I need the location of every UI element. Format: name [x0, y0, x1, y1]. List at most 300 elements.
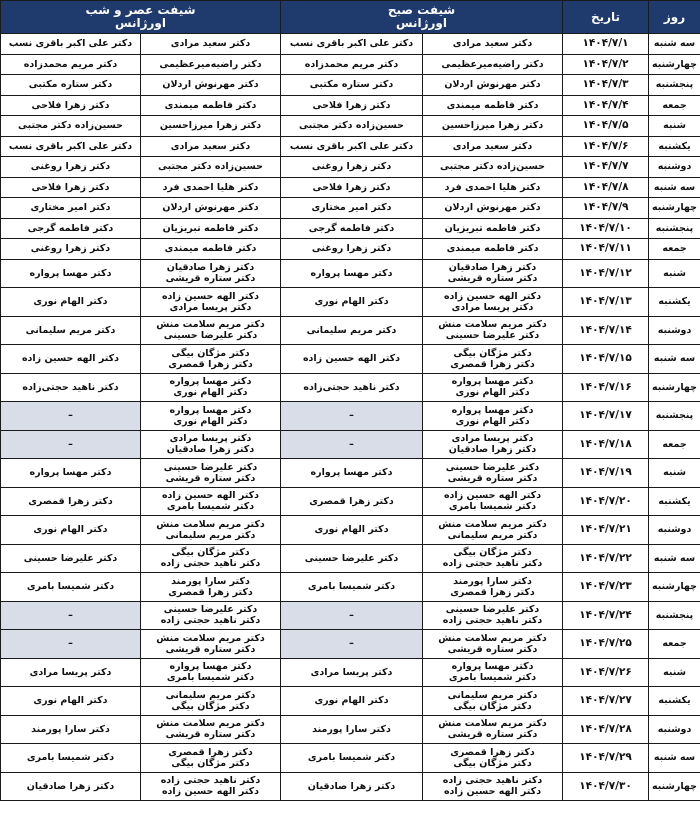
morning-doctor-b-cell — [281, 715, 423, 744]
evening-doctor-b-cell — [1, 430, 141, 459]
morning-doctor-b-cell — [281, 459, 423, 488]
day-cell: چهارشنبه — [649, 573, 700, 602]
evening-doctor-a-cell — [141, 54, 281, 75]
evening-doctor-a-cell — [141, 316, 281, 345]
doctor-name: دکتر شمیسا بامری — [307, 752, 396, 764]
doctor-name: – — [68, 438, 73, 450]
morning-doctor-b-cell — [281, 157, 423, 178]
doctor-name: دکتر سعید مرادی — [170, 140, 251, 152]
doctor-name: دکتر مهسا پرواره — [29, 467, 112, 479]
doctor-name: دکتر مریم سلامت منش — [156, 718, 265, 730]
evening-doctor-b-cell — [1, 487, 141, 516]
evening-doctor-b-cell — [1, 658, 141, 687]
doctor-name: دکتر فاطمه تبریزیان — [444, 222, 541, 234]
doctor-name: دکتر ناهید حجتی زاده — [160, 558, 261, 570]
doctor-name: دکتر علی اکبر باقری نسب — [8, 140, 133, 152]
evening-doctor-b-cell — [1, 516, 141, 545]
morning-doctor-a-cell — [423, 516, 563, 545]
morning-doctor-b-cell — [281, 259, 423, 288]
doctor-name: دکتر مریم سلیمانی — [306, 324, 397, 336]
day-cell: سه شنبه — [649, 177, 700, 198]
date-cell: ۱۴۰۴/۷/۲۱ — [563, 516, 649, 545]
doctor-name: دکتر ناهید حجتی زاده — [442, 558, 543, 570]
doctor-name: دکتر شمیسا بامری — [448, 501, 537, 513]
table-row — [1, 772, 700, 801]
evening-doctor-a-cell — [141, 157, 281, 178]
day-cell: جمعه — [649, 430, 700, 459]
date-cell: ۱۴۰۴/۷/۲۳ — [563, 573, 649, 602]
doctor-name: دکتر ستاره قریشی — [447, 729, 538, 741]
evening-doctor-a-cell — [141, 95, 281, 116]
doctor-name: دکتر علیرضا حسینی — [445, 604, 540, 616]
morning-doctor-b-cell — [281, 316, 423, 345]
doctor-name: دکتر مریم محمدزاده — [23, 58, 118, 70]
evening-doctor-a-cell — [141, 345, 281, 374]
date-cell: ۱۴۰۴/۷/۱۶ — [563, 373, 649, 402]
evening-doctor-b-cell — [1, 218, 141, 239]
morning-doctor-b-cell — [281, 601, 423, 630]
evening-doctor-b-cell — [1, 177, 141, 198]
doctor-name: دکتر امیر مختاری — [30, 202, 111, 214]
doctor-name: دکتر مژگان بیگی — [171, 700, 250, 712]
morning-doctor-b-cell — [281, 658, 423, 687]
doctor-name: دکتر ناهید حجتی زاده — [160, 615, 261, 627]
date-cell: ۱۴۰۴/۷/۲۶ — [563, 658, 649, 687]
doctor-name: دکتر ستاره قریشی — [447, 643, 538, 655]
morning-doctor-a-cell — [423, 75, 563, 96]
doctor-name: دکتر شمیسا بامری — [166, 672, 255, 684]
doctor-name: دکتر مژگان بیگی — [171, 757, 250, 769]
doctor-name: دکتر زهرا فلاحی — [312, 99, 391, 111]
header-morning-shift — [281, 1, 563, 34]
doctor-name: دکتر ستاره قریشی — [165, 273, 256, 285]
table-row — [1, 239, 700, 260]
evening-doctor-b-cell — [1, 402, 141, 431]
morning-doctor-a-cell — [423, 136, 563, 157]
header-date — [563, 1, 649, 34]
doctor-name: دکتر راضیه‌میرعظیمی — [441, 58, 544, 70]
doctor-name: دکتر مهسا پرواره — [451, 404, 534, 416]
morning-doctor-a-cell — [423, 239, 563, 260]
doctor-name: دکتر مریم سلیمانی — [165, 689, 256, 701]
doctor-name: دکتر مریم سلامت منش — [438, 632, 547, 644]
evening-doctor-a-cell — [141, 772, 281, 801]
table-row — [1, 516, 700, 545]
doctor-name: دکتر مژگان بیگی — [171, 547, 250, 559]
table-row — [1, 34, 700, 55]
doctor-name: دکتر مهسا پرواره — [29, 267, 112, 279]
doctor-name: دکتر زهرا روغنی — [30, 243, 111, 255]
table-row — [1, 177, 700, 198]
doctor-name: دکتر زهرا قمصری — [450, 746, 535, 758]
doctor-name: دکتر الهه حسین زاده — [21, 353, 120, 365]
doctor-name: دکتر زهرا میرزاحسین — [441, 120, 544, 132]
day-cell: یکشنبه — [649, 687, 700, 716]
doctor-name: دکتر الهام نوری — [314, 296, 389, 308]
day-cell: چهارشنبه — [649, 54, 700, 75]
doctor-name: دکتر الهام نوری — [33, 524, 108, 536]
table-row — [1, 430, 700, 459]
doctor-name: دکتر فاطمه گرجی — [308, 222, 395, 234]
morning-doctor-b-cell — [281, 198, 423, 219]
evening-doctor-a-cell — [141, 34, 281, 55]
morning-doctor-b-cell — [281, 744, 423, 773]
date-cell: ۱۴۰۴/۷/۱۰ — [563, 218, 649, 239]
table-row — [1, 373, 700, 402]
date-cell: ۱۴۰۴/۷/۱۳ — [563, 288, 649, 317]
morning-doctor-a-cell — [423, 544, 563, 573]
table-row — [1, 744, 700, 773]
doctor-name: دکتر الهام نوری — [314, 524, 389, 536]
table-row — [1, 573, 700, 602]
evening-doctor-a-cell — [141, 573, 281, 602]
evening-doctor-b-cell — [1, 288, 141, 317]
evening-doctor-b-cell — [1, 630, 141, 659]
morning-doctor-a-cell — [423, 34, 563, 55]
evening-doctor-b-cell — [1, 259, 141, 288]
table-row — [1, 288, 700, 317]
morning-doctor-b-cell — [281, 95, 423, 116]
morning-doctor-a-cell — [423, 459, 563, 488]
doctor-name: – — [68, 638, 73, 650]
table-row — [1, 487, 700, 516]
doctor-name: دکتر سعید مرادی — [452, 38, 533, 50]
morning-doctor-b-cell — [281, 116, 423, 137]
doctor-name: دکتر الهام نوری — [455, 415, 530, 427]
day-cell: یکشنبه — [649, 288, 700, 317]
doctor-name: دکتر مریم سلیمانی — [447, 529, 538, 541]
day-cell: جمعه — [649, 239, 700, 260]
evening-doctor-b-cell — [1, 75, 141, 96]
evening-doctor-a-cell — [141, 630, 281, 659]
evening-doctor-b-cell — [1, 601, 141, 630]
doctor-name: دکتر مژگان بیگی — [453, 547, 532, 559]
day-cell: شنبه — [649, 259, 700, 288]
header-evening-subtitle: اورژانس — [115, 16, 166, 30]
day-cell: سه شنبه — [649, 34, 700, 55]
doctor-name: دکتر الهام نوری — [455, 387, 530, 399]
doctor-name: دکتر پریسا مرادی — [29, 666, 112, 678]
evening-doctor-b-cell — [1, 157, 141, 178]
doctor-name: دکتر الهام نوری — [173, 387, 248, 399]
morning-doctor-b-cell — [281, 573, 423, 602]
day-cell: پنجشنبه — [649, 601, 700, 630]
evening-doctor-b-cell — [1, 316, 141, 345]
day-cell: پنجشنبه — [649, 75, 700, 96]
evening-doctor-a-cell — [141, 601, 281, 630]
evening-doctor-b-cell — [1, 239, 141, 260]
evening-doctor-a-cell — [141, 430, 281, 459]
doctor-name: دکتر سارا پورمند — [171, 575, 250, 587]
doctor-name: دکتر زهرا قمصری — [168, 746, 253, 758]
doctor-name: حسین‌زاده دکتر مجتبی — [298, 120, 405, 132]
doctor-name: دکتر الهام نوری — [33, 296, 108, 308]
doctor-name: – — [68, 410, 73, 422]
doctor-name: دکتر شمیسا بامری — [26, 752, 115, 764]
doctor-name: دکتر هلیا احمدی فرد — [444, 181, 541, 193]
doctor-name: دکتر سارا پورمند — [453, 575, 532, 587]
doctor-name: – — [68, 609, 73, 621]
doctor-name: دکتر ناهید حجتی‌زاده — [303, 381, 400, 393]
morning-doctor-a-cell — [423, 116, 563, 137]
doctor-name: – — [349, 438, 354, 450]
doctor-name: دکتر مریم سلیمانی — [165, 529, 256, 541]
doctor-name: دکتر زهرا صادقیان — [166, 262, 255, 274]
morning-doctor-a-cell — [423, 630, 563, 659]
day-cell: شنبه — [649, 116, 700, 137]
table-row — [1, 630, 700, 659]
doctor-name: دکتر فاطمه گرجی — [27, 222, 114, 234]
doctor-name: دکتر علی اکبر باقری نسب — [8, 38, 133, 50]
doctor-name: دکتر مهسا پرواره — [451, 661, 534, 673]
table-row — [1, 75, 700, 96]
doctor-name: دکتر علیرضا حسینی — [445, 461, 540, 473]
doctor-name: دکتر فاطمه میمندی — [164, 99, 257, 111]
evening-doctor-a-cell — [141, 198, 281, 219]
evening-doctor-a-cell — [141, 544, 281, 573]
table-row — [1, 402, 700, 431]
doctor-name: دکتر شمیسا بامری — [166, 501, 255, 513]
table-row — [1, 658, 700, 687]
table-row — [1, 459, 700, 488]
evening-doctor-b-cell — [1, 573, 141, 602]
doctor-name: دکتر الهام نوری — [314, 695, 389, 707]
header-day-label: روز — [663, 9, 686, 24]
evening-doctor-b-cell — [1, 116, 141, 137]
doctor-name: دکتر فاطمه تبریزیان — [162, 222, 259, 234]
doctor-name: دکتر مهرنوش اردلان — [444, 79, 541, 91]
doctor-name: دکتر مریم سلامت منش — [156, 319, 265, 331]
doctor-name: دکتر امیر مختاری — [311, 202, 392, 214]
evening-doctor-b-cell — [1, 198, 141, 219]
table-row — [1, 259, 700, 288]
doctor-name: دکتر سعید مرادی — [452, 140, 533, 152]
evening-doctor-a-cell — [141, 715, 281, 744]
doctor-name: دکتر علیرضا حسینی — [163, 604, 258, 616]
date-cell: ۱۴۰۴/۷/۳ — [563, 75, 649, 96]
date-cell: ۱۴۰۴/۷/۲ — [563, 54, 649, 75]
evening-doctor-a-cell — [141, 373, 281, 402]
table-row — [1, 715, 700, 744]
evening-doctor-b-cell — [1, 744, 141, 773]
doctor-name: دکتر زهرا فلاحی — [31, 181, 110, 193]
morning-doctor-a-cell — [423, 715, 563, 744]
evening-doctor-b-cell — [1, 772, 141, 801]
doctor-name: دکتر علیرضا حسینی — [23, 552, 118, 564]
evening-doctor-a-cell — [141, 177, 281, 198]
doctor-name: حسین‌زاده دکتر مجتبی — [157, 161, 264, 173]
date-cell: ۱۴۰۴/۷/۱۷ — [563, 402, 649, 431]
doctor-name: دکتر علیرضا حسینی — [445, 330, 540, 342]
table-row — [1, 116, 700, 137]
doctor-name: دکتر مهسا پرواره — [310, 467, 393, 479]
date-cell: ۱۴۰۴/۷/۷ — [563, 157, 649, 178]
doctor-name: دکتر مهسا پرواره — [310, 267, 393, 279]
morning-doctor-b-cell — [281, 75, 423, 96]
date-cell: ۱۴۰۴/۷/۳۰ — [563, 772, 649, 801]
day-cell: شنبه — [649, 658, 700, 687]
table-header — [1, 1, 700, 34]
day-cell: جمعه — [649, 630, 700, 659]
date-cell: ۱۴۰۴/۷/۵ — [563, 116, 649, 137]
doctor-name: دکتر شمیسا بامری — [26, 581, 115, 593]
doctor-name: دکتر الهام نوری — [173, 415, 248, 427]
doctor-name: دکتر مهرنوش اردلان — [162, 79, 259, 91]
header-evening-title: شیفت عصر و شب — [85, 3, 196, 17]
morning-doctor-a-cell — [423, 487, 563, 516]
doctor-name: دکتر علیرضا حسینی — [304, 552, 399, 564]
day-cell: دوشنبه — [649, 316, 700, 345]
doctor-name: دکتر پریسا مرادی — [169, 301, 252, 313]
evening-doctor-a-cell — [141, 288, 281, 317]
evening-doctor-b-cell — [1, 345, 141, 374]
doctor-name: دکتر پریسا مرادی — [310, 666, 393, 678]
evening-doctor-a-cell — [141, 744, 281, 773]
evening-doctor-b-cell — [1, 95, 141, 116]
doctor-name: دکتر زهرا صادقیان — [448, 444, 537, 456]
date-cell: ۱۴۰۴/۷/۲۴ — [563, 601, 649, 630]
doctor-name: دکتر زهرا روغنی — [311, 243, 392, 255]
doctor-name: دکتر الهه حسین زاده — [302, 353, 401, 365]
doctor-name: دکتر مهسا پرواره — [169, 661, 252, 673]
header-morning-subtitle: اورژانس — [396, 16, 447, 30]
day-cell: پنجشنبه — [649, 218, 700, 239]
morning-doctor-b-cell — [281, 177, 423, 198]
date-cell: ۱۴۰۴/۷/۶ — [563, 136, 649, 157]
morning-doctor-b-cell — [281, 239, 423, 260]
doctor-name: دکتر زهرا صادقیان — [448, 262, 537, 274]
evening-doctor-b-cell — [1, 136, 141, 157]
day-cell: دوشنبه — [649, 157, 700, 178]
evening-doctor-a-cell — [141, 116, 281, 137]
doctor-name: دکتر مریم سلامت منش — [438, 319, 547, 331]
doctor-name: دکتر مهسا پرواره — [169, 404, 252, 416]
table-row — [1, 687, 700, 716]
evening-doctor-a-cell — [141, 516, 281, 545]
morning-doctor-a-cell — [423, 373, 563, 402]
doctor-name: دکتر زهرا صادقیان — [166, 444, 255, 456]
table-row — [1, 136, 700, 157]
doctor-name: دکتر زهرا صادقیان — [307, 780, 396, 792]
table-row — [1, 544, 700, 573]
doctor-name: دکتر مریم سلیمانی — [447, 689, 538, 701]
morning-doctor-a-cell — [423, 573, 563, 602]
doctor-name: دکتر ستاره مکتبی — [309, 79, 394, 91]
doctor-name: دکتر مهسا پرواره — [169, 376, 252, 388]
date-cell: ۱۴۰۴/۷/۱۱ — [563, 239, 649, 260]
doctor-name: دکتر زهرا قمصری — [28, 495, 113, 507]
morning-doctor-b-cell — [281, 544, 423, 573]
morning-doctor-a-cell — [423, 772, 563, 801]
table-body — [1, 34, 700, 801]
morning-doctor-a-cell — [423, 95, 563, 116]
morning-doctor-a-cell — [423, 744, 563, 773]
doctor-name: دکتر زهرا قمصری — [450, 586, 535, 598]
morning-doctor-b-cell — [281, 687, 423, 716]
doctor-name: دکتر پریسا مرادی — [451, 301, 534, 313]
morning-doctor-b-cell — [281, 218, 423, 239]
doctor-name: دکتر راضیه‌میرعظیمی — [159, 58, 262, 70]
day-cell: یکشنبه — [649, 487, 700, 516]
doctor-name: دکتر زهرا میرزاحسین — [159, 120, 262, 132]
date-cell: ۱۴۰۴/۷/۴ — [563, 95, 649, 116]
doctor-name: دکتر ستاره قریشی — [165, 729, 256, 741]
doctor-name: دکتر شمیسا بامری — [448, 672, 537, 684]
header-date-label: تاریخ — [590, 9, 621, 24]
doctor-name: دکتر علی اکبر باقری نسب — [289, 38, 414, 50]
doctor-name: دکتر هلیا احمدی فرد — [162, 181, 259, 193]
date-cell: ۱۴۰۴/۷/۲۰ — [563, 487, 649, 516]
doctor-name: دکتر مریم سلامت منش — [156, 632, 265, 644]
doctor-name: – — [349, 410, 354, 422]
doctor-name: دکتر ستاره قریشی — [447, 472, 538, 484]
morning-doctor-a-cell — [423, 316, 563, 345]
day-cell: سه شنبه — [649, 744, 700, 773]
doctor-name: دکتر علی اکبر باقری نسب — [289, 140, 414, 152]
table-row — [1, 95, 700, 116]
morning-doctor-a-cell — [423, 198, 563, 219]
morning-doctor-a-cell — [423, 54, 563, 75]
doctor-name: دکتر شمیسا بامری — [307, 581, 396, 593]
doctor-name: دکتر فاطمه میمندی — [446, 243, 539, 255]
doctor-name: دکتر ستاره قریشی — [165, 472, 256, 484]
doctor-name: دکتر زهرا قمصری — [450, 358, 535, 370]
doctor-name: دکتر ناهید حجتی‌زاده — [22, 381, 119, 393]
doctor-name: دکتر فاطمه میمندی — [446, 99, 539, 111]
morning-doctor-b-cell — [281, 772, 423, 801]
doctor-name: – — [349, 609, 354, 621]
doctor-name: دکتر ناهید حجتی زاده — [442, 615, 543, 627]
doctor-name: دکتر سارا پورمند — [31, 723, 110, 735]
morning-doctor-b-cell — [281, 345, 423, 374]
date-cell: ۱۴۰۴/۷/۲۲ — [563, 544, 649, 573]
morning-doctor-b-cell — [281, 54, 423, 75]
day-cell: یکشنبه — [649, 136, 700, 157]
date-cell: ۱۴۰۴/۷/۹ — [563, 198, 649, 219]
day-cell: جمعه — [649, 95, 700, 116]
doctor-name: دکتر ناهید حجتی زاده — [160, 775, 261, 787]
doctor-name: دکتر مریم سلامت منش — [156, 518, 265, 530]
date-cell: ۱۴۰۴/۷/۱ — [563, 34, 649, 55]
date-cell: ۱۴۰۴/۷/۸ — [563, 177, 649, 198]
doctor-name: دکتر مژگان بیگی — [171, 347, 250, 359]
doctor-name: دکتر مهرنوش اردلان — [162, 202, 259, 214]
morning-doctor-b-cell — [281, 516, 423, 545]
doctor-name: دکتر زهرا روغنی — [311, 161, 392, 173]
day-cell: دوشنبه — [649, 715, 700, 744]
doctor-name: دکتر پریسا مرادی — [451, 433, 534, 445]
doctor-name: دکتر زهرا فلاحی — [31, 99, 110, 111]
date-cell: ۱۴۰۴/۷/۱۲ — [563, 259, 649, 288]
morning-doctor-b-cell — [281, 487, 423, 516]
doctor-name: دکتر مژگان بیگی — [453, 700, 532, 712]
doctor-name: دکتر زهرا فلاحی — [312, 181, 391, 193]
doctor-name: دکتر زهرا روغنی — [30, 161, 111, 173]
morning-doctor-a-cell — [423, 658, 563, 687]
evening-doctor-a-cell — [141, 218, 281, 239]
doctor-name: دکتر سارا پورمند — [312, 723, 391, 735]
morning-doctor-b-cell — [281, 288, 423, 317]
doctor-name: – — [349, 638, 354, 650]
evening-doctor-a-cell — [141, 259, 281, 288]
morning-doctor-b-cell — [281, 430, 423, 459]
morning-doctor-b-cell — [281, 136, 423, 157]
morning-doctor-b-cell — [281, 630, 423, 659]
evening-doctor-a-cell — [141, 75, 281, 96]
doctor-name: دکتر زهرا قمصری — [168, 586, 253, 598]
doctor-name: دکتر زهرا قمصری — [168, 358, 253, 370]
table-row — [1, 54, 700, 75]
